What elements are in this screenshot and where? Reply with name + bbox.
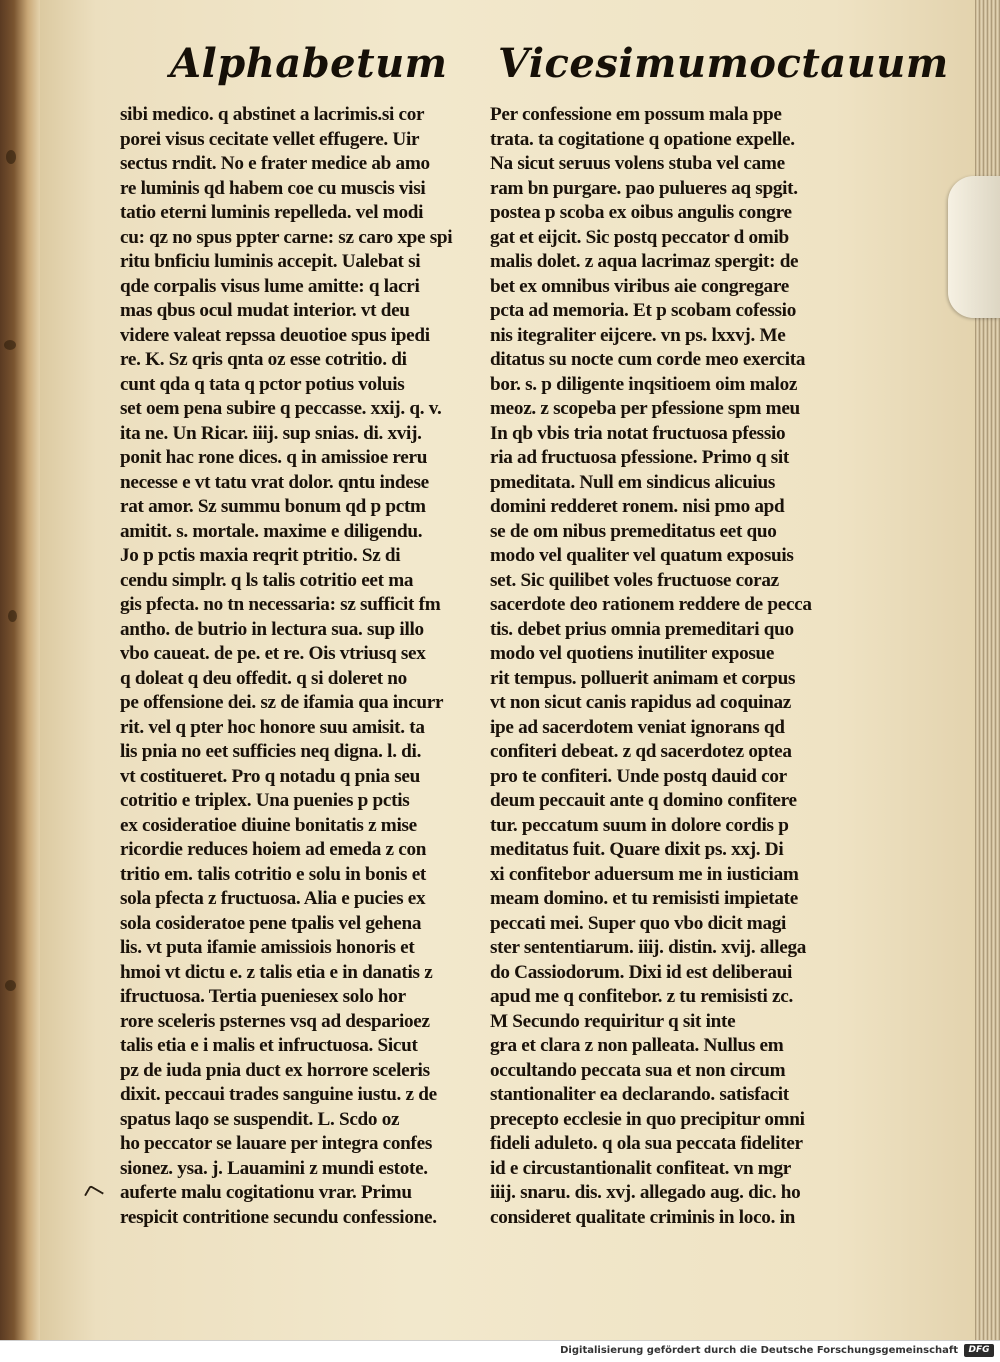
text-line: vt non sicut canis rapidus ad coquinaz — [490, 692, 792, 713]
text-line: consideret qualitate criminis in loco. in — [490, 1206, 795, 1228]
text-line: ex cosideratioe diuine bonitatis z mise — [120, 814, 417, 836]
text-line: bor. s. p diligente inqsitioem oim maloz — [490, 373, 798, 395]
text-line: hmoi vt dictu e. z talis etia e in danatis z — [120, 961, 433, 983]
text-line: re luminis qd habem coe cu muscis visi — [120, 177, 426, 199]
text-line: precepto ecclesie in quo precipitur omni — [490, 1108, 805, 1130]
text-line: ricordie reduces hoiem ad emeda z con — [120, 839, 427, 860]
text-line: fideli aduleto. q ola sua peccata fideliter — [490, 1133, 803, 1154]
text-line: deum peccauit ante q domino confitere — [490, 790, 797, 811]
page-clip — [948, 176, 1000, 318]
text-line: ita ne. Un Ricar. iiij. sup snias. di. xvij. — [120, 422, 422, 444]
text-line: meditatus fuit. Quare dixit ps. xxj. Di — [490, 839, 784, 860]
text-line: meam domino. et tu remisisti impietate — [490, 888, 798, 909]
text-line: rit. vel q pter hoc honore suu amisit. ta — [120, 716, 425, 738]
text-line: postea p scoba ex oibus angulis congre — [490, 202, 792, 223]
text-line: re. K. Sz qris qnta oz esse cotritio. di — [120, 349, 407, 370]
text-line: modo vel qualiter vel quatum exposuis — [490, 545, 794, 566]
text-line: talis etia e i malis et infructuosa. Sicut — [120, 1035, 418, 1056]
text-line: se de om nibus premeditatus eet quo — [490, 520, 777, 542]
text-line: M Secundo requiritur q sit inte — [490, 1010, 736, 1032]
text-line: q doleat q deu offedit. q si doleret no — [120, 667, 407, 689]
digitization-credit: Digitalisierung gefördert durch die Deutsche Forschungsgemeinschaft — [560, 1345, 958, 1356]
text-line: stantionaliter ea declarando. satisfacit — [490, 1084, 789, 1105]
text-line: ifructuosa. Tertia pueniesex solo hor — [120, 986, 406, 1007]
text-line: xi confitebor aduersum me in iusticiam — [490, 863, 799, 885]
text-line: spatus laqo se suspendit. L. Scdo oz — [120, 1108, 400, 1130]
text-line: meoz. z scopeba per pfessione spm meu — [490, 398, 800, 419]
text-line: apud me q confitebor. z tu remisisti zc. — [490, 986, 793, 1007]
text-line: bet ex omnibus viribus aie congregare — [490, 275, 789, 297]
text-line: lis pnia no eet sufficies neq digna. l. di. — [120, 741, 422, 762]
text-line: sola cosideratoe pene tpalis vel gehena — [120, 912, 422, 934]
text-line: antho. de butrio in lectura sua. sup illo — [120, 618, 424, 640]
text-line: ritu bnficiu luminis accepit. Ualebat si — [120, 251, 421, 272]
text-line: ipe ad sacerdotem veniat ignorans qd — [490, 716, 785, 738]
text-line: gat et eijcit. Sic postq peccator d omib — [490, 226, 789, 248]
text-line: vbo caueat. de pe. et re. Ois vtriusq sex — [120, 643, 426, 664]
text-line: Jo p pctis maxia reqrit ptritio. Sz di — [120, 545, 401, 566]
text-line: pro te confiteri. Unde postq dauid cor — [490, 765, 787, 787]
text-line: tis. debet prius omnia premeditari quo — [490, 618, 794, 640]
dfg-logo: DFG — [964, 1344, 994, 1357]
text-column-right — [490, 103, 830, 1230]
text-line: gra et clara z non palleata. Nullus em — [490, 1035, 784, 1056]
text-line: rit tempus. polluerit animam et corpus — [490, 667, 796, 689]
footer-bar — [0, 1340, 1000, 1362]
text-line: amitit. s. mortale. maxime e diligendu. — [120, 520, 423, 542]
running-head-left: Alphabetum — [170, 40, 448, 87]
text-line: cunt qda q tata q pctor potius voluis — [120, 373, 405, 395]
text-column-left — [120, 103, 460, 1230]
text-line: sacerdote deo rationem reddere de pecca — [490, 594, 812, 615]
text-line: In qb vbis tria notat fructuosa pfessio — [490, 422, 786, 444]
text-line: cotritio e triplex. Una puenies p pctis — [120, 790, 410, 811]
text-line: sibi medico. q abstinet a lacrimis.si cor — [120, 104, 425, 125]
binding-stain — [6, 150, 16, 164]
running-head-right: Vicesimumoctauum — [498, 40, 949, 87]
text-line: respicit contritione secundu confessione. — [120, 1206, 437, 1228]
text-line: Per confessione em possum mala ppe — [490, 104, 782, 125]
text-line: ponit hac rone dices. q in amissioe reru — [120, 447, 428, 468]
text-line: sectus rndit. No e frater medice ab amo — [120, 153, 430, 174]
book-binding — [0, 0, 40, 1340]
text-line: id e circustantionalit confiteat. vn mgr — [490, 1157, 792, 1179]
text-line: pz de iuda pnia duct ex horrore sceleris — [120, 1059, 430, 1081]
text-line: tatio eterni luminis repelleda. vel modi — [120, 202, 424, 223]
text-line: auferte malu cogitationu vrar. Primu — [120, 1182, 412, 1203]
text-line: gis pfecta. no tn necessaria: sz sufficit fm — [120, 594, 441, 615]
text-line: cendu simplr. q ls talis cotritio eet ma — [120, 569, 414, 591]
text-line: mas qbus ocul mudat interior. vt deu — [120, 300, 410, 321]
text-line: cu: qz no spus ppter carne: sz caro xpe spi — [120, 226, 453, 248]
text-line: confiteri debeat. z qd sacerdotez optea — [490, 741, 792, 762]
text-line: trata. ta cogitatione q opatione expelle. — [490, 128, 795, 150]
text-line: occultando peccata sua et non circum — [490, 1059, 786, 1081]
text-line: set. Sic quilibet voles fructuose coraz — [490, 569, 779, 591]
text-line: set oem pena subire q peccasse. xxij. q. v. — [120, 398, 442, 419]
text-line: sionez. ysa. j. Lauamini z mundi estote. — [120, 1157, 428, 1179]
text-line: tritio em. talis cotritio e solu in bonis et — [120, 863, 427, 885]
binding-stain — [8, 610, 17, 622]
text-line: ram bn purgare. pao pulueres aq spgit. — [490, 177, 798, 199]
text-line: necesse e vt tatu vrat dolor. qntu indese — [120, 471, 429, 493]
text-line: rat amor. Sz summu bonum qd p pctm — [120, 496, 426, 517]
text-line: sola pfecta z fructuosa. Alia e pucies ex — [120, 888, 426, 909]
text-line: peccati mei. Super quo vbo dicit magi — [490, 912, 787, 934]
text-line: tur. peccatum suum in dolore cordis p — [490, 814, 789, 836]
text-line: Na sicut seruus volens stuba vel came — [490, 153, 785, 174]
text-line: modo vel quotiens inutiliter exposue — [490, 643, 775, 664]
text-line: do Cassiodorum. Dixi id est deliberaui — [490, 961, 793, 983]
text-line: ster sententiarum. iiij. distin. xvij. allega — [490, 937, 807, 958]
text-line: qde corpalis visus lume amitte: q lacri — [120, 275, 420, 297]
binding-stain — [4, 340, 16, 350]
text-line: dixit. peccaui trades sanguine iustu. z de — [120, 1084, 437, 1105]
text-line: domini redderet ronem. nisi pmo apd — [490, 496, 785, 517]
text-line: malis dolet. z aqua lacrimaz spergit: de — [490, 251, 799, 272]
text-line: vt costitueret. Pro q notadu q pnia seu — [120, 765, 420, 787]
text-line: ria ad fructuosa pfessione. Primo q sit — [490, 447, 790, 468]
text-line: ho peccator se lauare per integra confes — [120, 1133, 432, 1154]
text-line: pcta ad memoria. Et p scobam cofessio — [490, 300, 796, 321]
text-line: ditatus su nocte cum corde meo exercita — [490, 349, 806, 370]
text-line: iiij. snaru. dis. xvj. allegado aug. dic. ho — [490, 1182, 801, 1203]
text-line: rore sceleris psternes vsq ad desparioez — [120, 1010, 430, 1032]
text-line: porei visus cecitate vellet effugere. Uir — [120, 128, 420, 150]
text-line: videre valeat repssa deuotioe spus ipedi — [120, 324, 430, 346]
binding-stain — [5, 980, 16, 991]
text-line: pmeditata. Null em sindicus alicuius — [490, 471, 776, 493]
text-line: pe offensione dei. sz de ifamia qua incurr — [120, 692, 444, 713]
text-line: nis itegraliter eijcere. vn ps. lxxvj. Me — [490, 324, 786, 346]
text-line: lis. vt puta ifamie amissiois honoris et — [120, 937, 415, 958]
